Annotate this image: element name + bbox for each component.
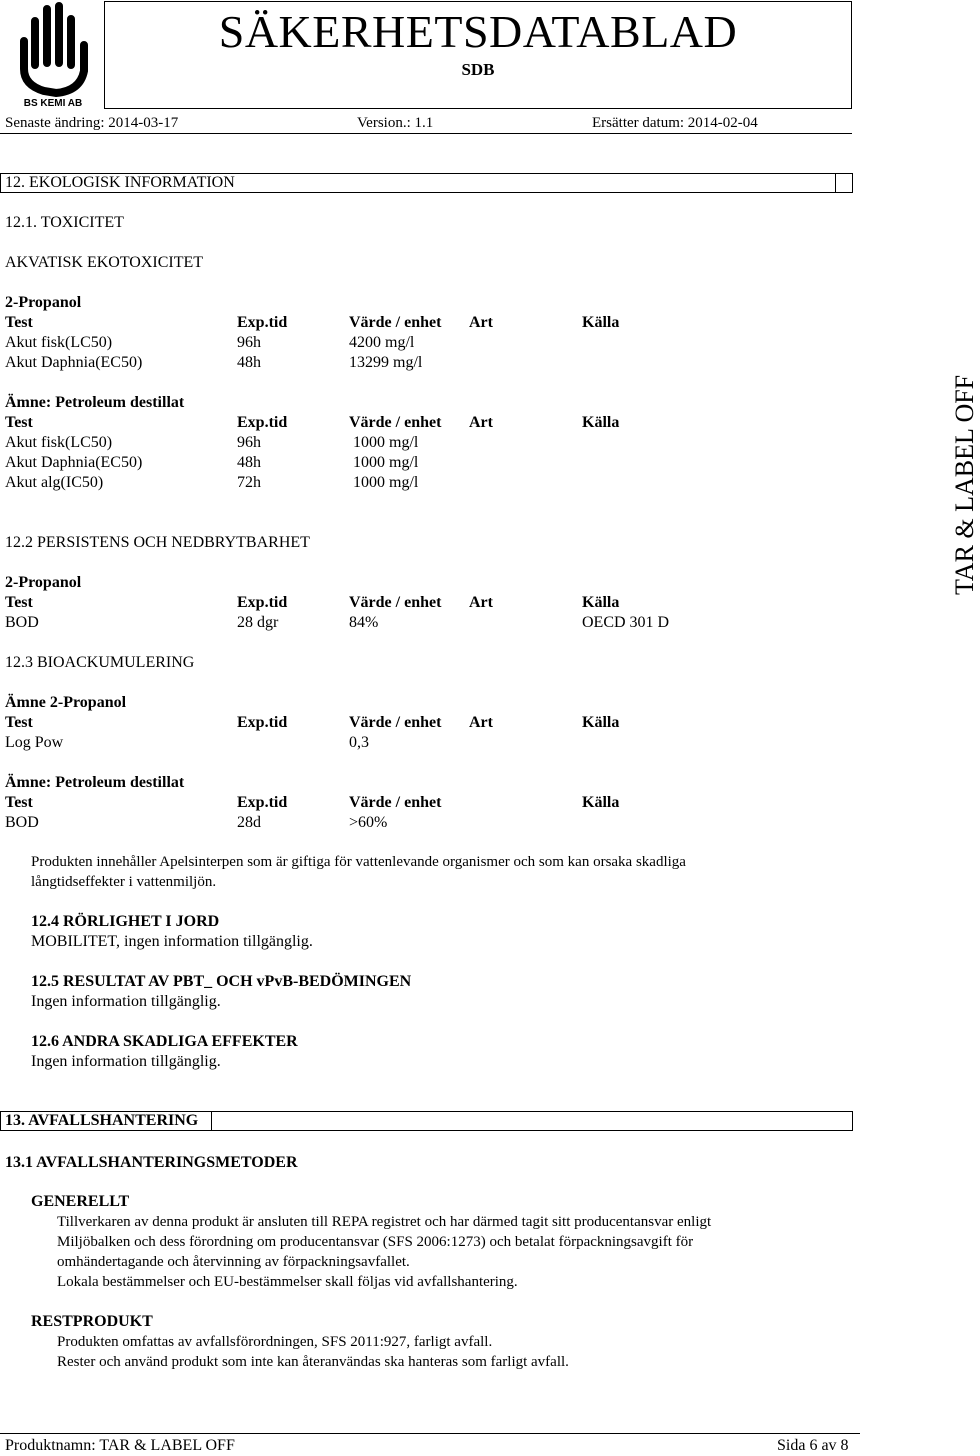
table4-col-value: Värde / enhet [349,714,442,731]
table1-row1-value: 4200 mg/l [349,334,415,351]
table3-row1-exp: 28 dgr [237,614,279,631]
table2-row2-test: Akut Daphnia(EC50) [5,454,143,471]
table2-col-test: Test [5,414,33,431]
table4-col-exp: Exp.tid [237,714,288,731]
pbt-heading: 12.5 RESULTAT AV PBT_ OCH vPvB-BEDÖMINGEN [31,973,412,990]
mobility-text: MOBILITET, ingen information tillgänglig. [31,933,313,950]
note-line-2: långtidseffekter i vattenmiljön. [31,874,217,890]
table3-col-exp: Exp.tid [237,594,288,611]
table3-row1-source: OECD 301 D [582,614,670,631]
table2-row1-exp: 96h [237,434,261,451]
table1-substance: 2-Propanol [5,294,82,311]
table3-col-value: Värde / enhet [349,594,442,611]
mobility-heading: 12.4 RÖRLIGHET I JORD [31,913,220,930]
aquatic-heading: AKVATISK EKOTOXICITET [5,254,204,271]
table1-row1-test: Akut fisk(LC50) [5,334,113,351]
table3-substance: 2-Propanol [5,574,82,591]
table2-row1-value: 1000 mg/l [353,434,419,451]
table5-col-source: Källa [582,794,620,811]
table2-row2-exp: 48h [237,454,261,471]
other-effects-heading: 12.6 ANDRA SKADLIGA EFFEKTER [31,1033,298,1050]
document-title: SÄKERHETSDATABLAD [218,6,738,57]
bioaccumulation-heading: 12.3 BIOACKUMULERING [5,654,195,671]
table2-substance: Ämne: Petroleum destillat [5,394,185,411]
pbt-text: Ingen information tillgänglig. [31,993,221,1010]
table4-col-art: Art [469,714,493,731]
section-13-title: 13. AVFALLSHANTERING [5,1112,199,1129]
table2-row3-value: 1000 mg/l [353,474,419,491]
section-13-header [0,1111,212,1131]
table5-row1-value: >60% [349,814,388,831]
table1-col-art: Art [469,314,493,331]
table3-col-test: Test [5,594,33,611]
title-box [104,1,852,109]
rest-line-2: Rester och använd produkt som inte kan återanvändas ska hanteras som farligt avfall. [57,1354,569,1370]
general-heading: GENERELLT [31,1193,130,1210]
table2-row3-test: Akut alg(IC50) [5,474,104,491]
table4-substance: Ämne 2-Propanol [5,694,127,711]
table4-row1-value: 0,3 [349,734,369,751]
table4-row1-test: Log Pow [5,734,64,751]
persistence-heading: 12.2 PERSISTENS OCH NEDBRYTBARHET [5,534,310,551]
general-line-2: Miljöbalken och dess förordning om producentansvar (SFS 2006:1273) och betalat förpackningsavgift för [57,1234,694,1250]
table1-col-test: Test [5,314,33,331]
logo-text: BS KEMI AB [23,98,83,109]
section-12-header [0,173,836,193]
section-12-title: 12. EKOLOGISK INFORMATION [5,174,235,191]
table3-row1-value: 84% [349,614,379,631]
table5-row1-test: BOD [5,814,39,831]
table1-row2-test: Akut Daphnia(EC50) [5,354,143,371]
table1-row2-exp: 48h [237,354,261,371]
table1-row1-exp: 96h [237,334,261,351]
table5-col-exp: Exp.tid [237,794,288,811]
note-line-1: Produkten innehåller Apelsinterpen som är giftiga för vattenlevande organismer och som kan orsaka skadliga [31,854,686,870]
table1-col-exp: Exp.tid [237,314,288,331]
footer-page-number: Sida 6 av 8 [777,1437,849,1454]
table2-row3-exp: 72h [237,474,261,491]
other-effects-text: Ingen information tillgänglig. [31,1053,221,1070]
footer-product-name: Produktnamn: TAR & LABEL OFF [5,1437,235,1454]
table4-col-source: Källa [582,714,620,731]
general-line-1: Tillverkaren av denna produkt är ansluten till REPA registret och har därmed tagit sitt producentansvar enligt [57,1214,712,1230]
header-divider [0,133,852,134]
table1-row2-value: 13299 mg/l [349,354,423,371]
table2-row2-value: 1000 mg/l [353,454,419,471]
company-logo [2,1,104,108]
table1-col-source: Källa [582,314,620,331]
table5-col-test: Test [5,794,33,811]
section-13-bar [211,1111,853,1131]
table1-col-value: Värde / enhet [349,314,442,331]
table5-row1-exp: 28d [237,814,261,831]
table2-col-source: Källa [582,414,620,431]
table3-col-art: Art [469,594,493,611]
table4-col-test: Test [5,714,33,731]
general-line-4: Lokala bestämmelser och EU-bestämmelser skall följas vid avfallshantering. [57,1274,518,1290]
table3-col-source: Källa [582,594,620,611]
table2-row1-test: Akut fisk(LC50) [5,434,113,451]
document-subtitle: SDB [461,60,495,79]
last-changed: Senaste ändring: 2014-03-17 [5,115,179,131]
side-product-label: TAR & LABEL OFF [950,374,979,595]
table5-col-value: Värde / enhet [349,794,442,811]
table2-col-exp: Exp.tid [237,414,288,431]
waste-methods-heading: 13.1 AVFALLSHANTERINGSMETODER [5,1154,298,1171]
rest-product-heading: RESTPRODUKT [31,1313,153,1330]
table2-col-value: Värde / enhet [349,414,442,431]
version: Version.: 1.1 [357,115,434,131]
toxicity-heading: 12.1. TOXICITET [5,214,124,231]
table5-substance: Ämne: Petroleum destillat [5,774,185,791]
rest-line-1: Produkten omfattas av avfallsförordningen, SFS 2011:927, farligt avfall. [57,1334,493,1350]
table3-row1-test: BOD [5,614,39,631]
section-12-checkbox [835,173,853,193]
footer-divider [0,1433,860,1434]
general-line-3: omhändertagande och återvinning av förpackningsavfallet. [57,1254,410,1270]
replaces-date: Ersätter datum: 2014-02-04 [592,115,758,131]
table2-col-art: Art [469,414,493,431]
